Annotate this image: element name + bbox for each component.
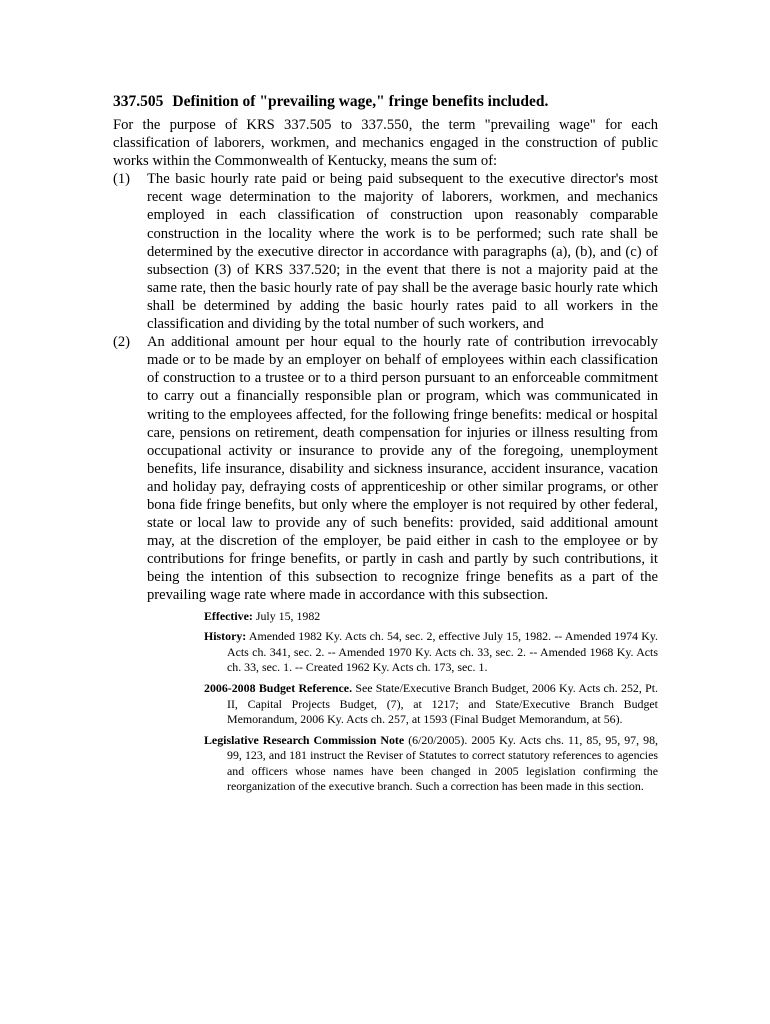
section-number: 337.505 [113,93,164,110]
subsection-2 [113,333,658,604]
subsection-text: The basic hourly rate paid or being paid subsequent to the executive director's most recent wage determination to the majority of laborers, workmen, and mechanics employed in each classification of construction upon reasonably comparable construction in the locality where the work is to be performed; such rate shall be determined by the executive director in accordance with paragraphs (a), (b), and (c) of subsection (3) of KRS 337.520; in the event that there is not a majority paid at the same rate, then the basic hourly rate of pay shall be the average basic hourly rate which shall be determined by adding the basic hourly rates paid to all workers in the classification and dividing by the total number of such workers, and [147,171,658,333]
history-label: History: [204,629,247,644]
section-body [113,116,658,605]
effective-label: Effective: [204,608,253,623]
section-heading: Definition of "prevailing wage," fringe benefits included. [172,93,549,110]
lrc-note [204,733,658,795]
section-title [113,92,658,111]
effective-note [204,609,658,625]
subsection-text: An additional amount per hour equal to the hourly rate of contribution irrevocably made or to be made by an employer on behalf of employees within each classification of construction to a trustee or to a third person pursuant to an enforceable commitment to carry out a financially responsible plan or program, which was communicated in writing to the employees affected, for the following fringe benefits: medical or hospital care, pensions on retirement, death compensation for injuries or illness resulting from occupational activity or insurance to provide any of the foregoing, unemployment benefits, life insurance, disability and sickness insurance, accident insurance, vacation and holiday pay, defraying costs of apprenticeship or other similar programs, or other bona fide fringe benefits, but only where the employer is not required by other federal, state or local law to provide any of such benefits: provided, said additional amount may, at the discretion of the employer, be paid either in cash to the employee or by contributions for fringe benefits, or partly in cash and partly by such contributions, it being the intention of this subsection to recognize fringe benefits as a part of the prevailing wage rate where made in accordance with this subsection. [147,334,658,604]
history-text: Amended 1982 Ky. Acts ch. 54, sec. 2, effective July 15, 1982. -- Amended 1974 Ky. Acts ch. 341, sec. 2. -- Amended 1970 Ky. Acts ch. 33, sec. 2. -- Amended 1968 Ky. Acts ch. 33, sec. 1. -- Created 1962 Ky. Acts ch. 173, sec. 1. [227,629,658,675]
lrc-note-label: Legislative Research Commission Note [204,732,405,747]
budget-reference-note [204,681,658,728]
budget-reference-label: 2006-2008 Budget Reference. [204,680,353,695]
subsection-number: (2) [113,334,131,351]
statute-section [113,92,658,800]
subsection-1 [113,170,658,333]
history-note [204,629,658,676]
section-notes [204,609,658,796]
effective-date: July 15, 1982 [255,608,321,623]
intro-paragraph: For the purpose of KRS 337.505 to 337.550, the term "prevailing wage" for each classification of laborers, workmen, and mechanics engaged in the construction of public works within the Commonwealth of Kentucky, means the sum of: [113,117,658,170]
subsection-number: (1) [113,171,131,188]
lrc-note-text: (6/20/2005). 2005 Ky. Acts chs. 11, 85, 95, 97, 98, 99, 123, and 181 instruct the Reviser of Statutes to correct statutory references to agencies and officers whose names have been changed in 2005 legislation confirming the reorganization of the executive branch. Such a correction has been made in this section. [227,732,658,794]
budget-reference-text: See State/Executive Branch Budget, 2006 Ky. Acts ch. 252, Pt. II, Capital Projects Budget, (7), at 1217; and State/Executive Branch Budget Memorandum, 2006 Ky. Acts ch. 257, at 1593 (Final Budget Memorandum, at 56). [227,680,658,727]
